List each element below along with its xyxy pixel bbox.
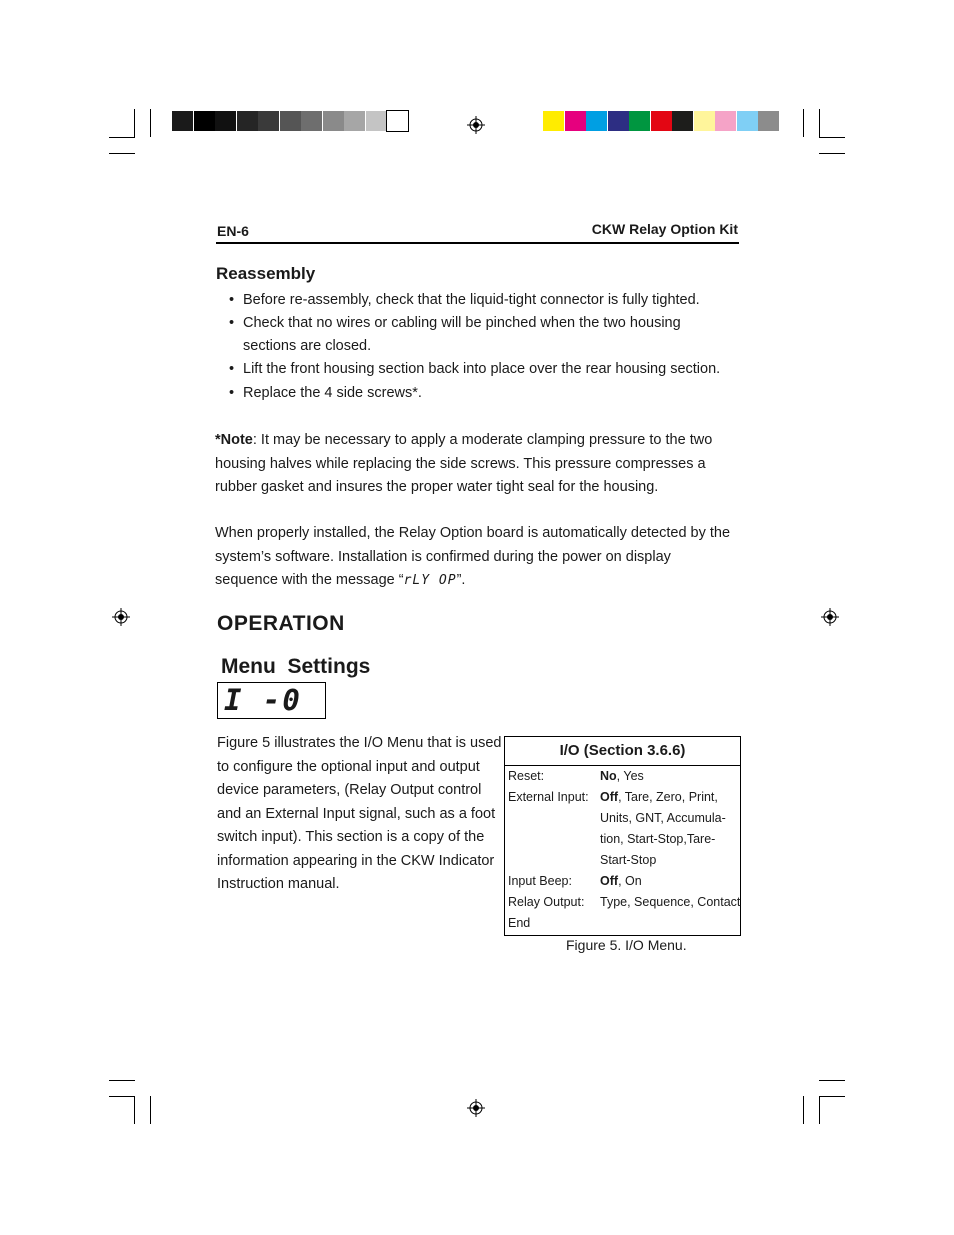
crosshair-target-icon — [467, 116, 485, 134]
crop-mark — [109, 1080, 135, 1081]
gray-swatch — [280, 111, 301, 131]
crop-mark — [150, 109, 151, 137]
color-swatch — [543, 111, 564, 131]
other-options: tion, Start-Stop,Tare- — [600, 832, 716, 846]
table-row — [505, 766, 740, 787]
section-heading-operation: OPERATION — [217, 612, 345, 635]
color-swatch — [629, 111, 650, 131]
display-message: rLY OP — [403, 573, 457, 588]
io-description-text: to configure the optional input and output — [217, 758, 480, 775]
gray-swatch — [258, 111, 279, 131]
table-row-label: Reset: — [508, 769, 545, 783]
table-row — [505, 913, 740, 934]
table-row-value — [600, 892, 741, 913]
crosshair-target-icon — [112, 608, 130, 626]
crosshair-target-icon — [821, 608, 839, 626]
bullet-icon: • — [229, 385, 235, 401]
io-description-paragraph — [217, 732, 502, 897]
gray-swatch — [237, 111, 258, 131]
crop-mark — [819, 109, 820, 137]
table-row — [505, 850, 740, 871]
table-row-label: Input Beep: — [508, 874, 572, 888]
other-options: Units, GNT, Accumula- — [600, 811, 726, 825]
default-option: Off — [600, 874, 619, 888]
color-swatch — [608, 111, 629, 131]
table-row-value — [600, 766, 738, 787]
note-paragraph — [215, 429, 727, 500]
crop-mark — [819, 1080, 845, 1081]
gray-swatch — [172, 111, 193, 131]
crop-mark — [803, 109, 804, 137]
note-text: : It may be necessary to apply a moderate clamping pressure to the two — [252, 432, 713, 448]
default-option: No — [600, 769, 617, 783]
bullet-icon: • — [229, 292, 235, 308]
crop-mark — [134, 109, 135, 137]
table-row-value — [600, 787, 738, 808]
gray-swatch — [366, 111, 387, 131]
list-item-text: Lift the front housing section back into place over the rear housing section. — [243, 361, 721, 377]
lcd-display — [217, 682, 326, 719]
color-swatch — [651, 111, 672, 131]
figure-caption: Figure 5. I/O Menu. — [566, 937, 687, 953]
other-options: , Yes — [616, 769, 644, 783]
io-description-text: switch input). This section is a copy of the — [217, 829, 485, 845]
gray-swatch — [194, 111, 215, 131]
io-description-text: device parameters, (Relay Output control — [217, 782, 482, 798]
crop-mark — [819, 1096, 820, 1124]
crop-mark — [109, 153, 135, 154]
io-description-text: and an External Input signal, such as a foot — [217, 805, 496, 822]
crop-mark — [819, 153, 845, 154]
list-item-text: Replace the 4 side screws*. — [243, 385, 422, 401]
bullet-icon: • — [229, 315, 235, 331]
note-text: housing halves while replacing the side screws. This pressure compresses a — [215, 455, 706, 472]
io-menu-table — [504, 736, 741, 936]
other-options: Type, Sequence, Contact — [600, 895, 741, 909]
install-text: ”. — [456, 572, 466, 588]
io-description-text: Figure 5 illustrates the I/O Menu that is used — [217, 735, 502, 751]
table-row — [505, 871, 740, 892]
default-option: Off — [600, 790, 619, 804]
color-swatch — [737, 111, 758, 131]
table-row-value — [600, 829, 738, 850]
table-row-label: External Input: — [508, 790, 589, 804]
table-row — [505, 892, 740, 913]
crop-mark — [819, 1096, 845, 1097]
list-item-text: Check that no wires or cabling will be pinched when the two housing — [243, 315, 681, 331]
table-row-value — [600, 808, 738, 829]
io-description-text: Instruction manual. — [217, 876, 340, 892]
color-swatch — [565, 111, 586, 131]
crop-mark — [803, 1096, 804, 1124]
section-heading-reassembly: Reassembly — [216, 264, 316, 283]
gray-swatch — [344, 111, 365, 131]
page-number: EN-6 — [217, 223, 249, 239]
table-row — [505, 808, 740, 829]
install-text: system’s software. Installation is confirmed during the power on display — [215, 548, 671, 565]
table-row-value — [600, 850, 738, 871]
header-divider — [216, 242, 739, 244]
crop-mark — [109, 137, 135, 138]
io-description-text: information appearing in the CKW Indicator — [217, 852, 495, 869]
other-options: , Tare, Zero, Print, — [618, 790, 718, 804]
gray-swatch — [301, 111, 322, 131]
bullet-icon: • — [229, 361, 235, 377]
other-options: , On — [618, 874, 642, 888]
lcd-display-text: I -0 — [224, 683, 302, 717]
crosshair-target-icon — [467, 1099, 485, 1117]
list-item-text: sections are closed. — [243, 338, 372, 354]
note-text: rubber gasket and insures the proper water tight seal for the housing. — [215, 479, 659, 495]
other-options: Start-Stop — [600, 853, 657, 867]
crop-mark — [819, 137, 845, 138]
document-title: CKW Relay Option Kit — [591, 221, 738, 237]
crop-mark — [150, 1096, 151, 1124]
color-swatch — [758, 111, 779, 131]
color-swatch — [715, 111, 736, 131]
io-table-title: I/O (Section 3.6.6) — [505, 737, 740, 766]
table-row-value — [600, 871, 738, 892]
table-row — [505, 829, 740, 850]
install-text: sequence with the message “ — [215, 572, 404, 588]
color-swatch — [586, 111, 607, 131]
table-row — [505, 787, 740, 808]
color-swatch — [694, 111, 715, 131]
crop-mark — [134, 1096, 135, 1124]
color-swatch — [672, 111, 693, 131]
note-label: *Note — [215, 432, 253, 448]
list-item-text: Before re-assembly, check that the liquid-tight connector is fully tighted. — [243, 292, 700, 308]
gray-swatch — [323, 111, 344, 131]
install-paragraph — [215, 522, 731, 593]
gray-swatch — [215, 111, 236, 131]
crop-mark — [109, 1096, 135, 1097]
subheading-menu-settings: Menu Settings — [221, 655, 371, 678]
table-row-label: End — [508, 916, 531, 930]
gray-swatch — [387, 111, 408, 131]
install-text: When properly installed, the Relay Option board is automatically detected by the — [215, 525, 731, 541]
table-row-label: Relay Output: — [508, 895, 585, 909]
